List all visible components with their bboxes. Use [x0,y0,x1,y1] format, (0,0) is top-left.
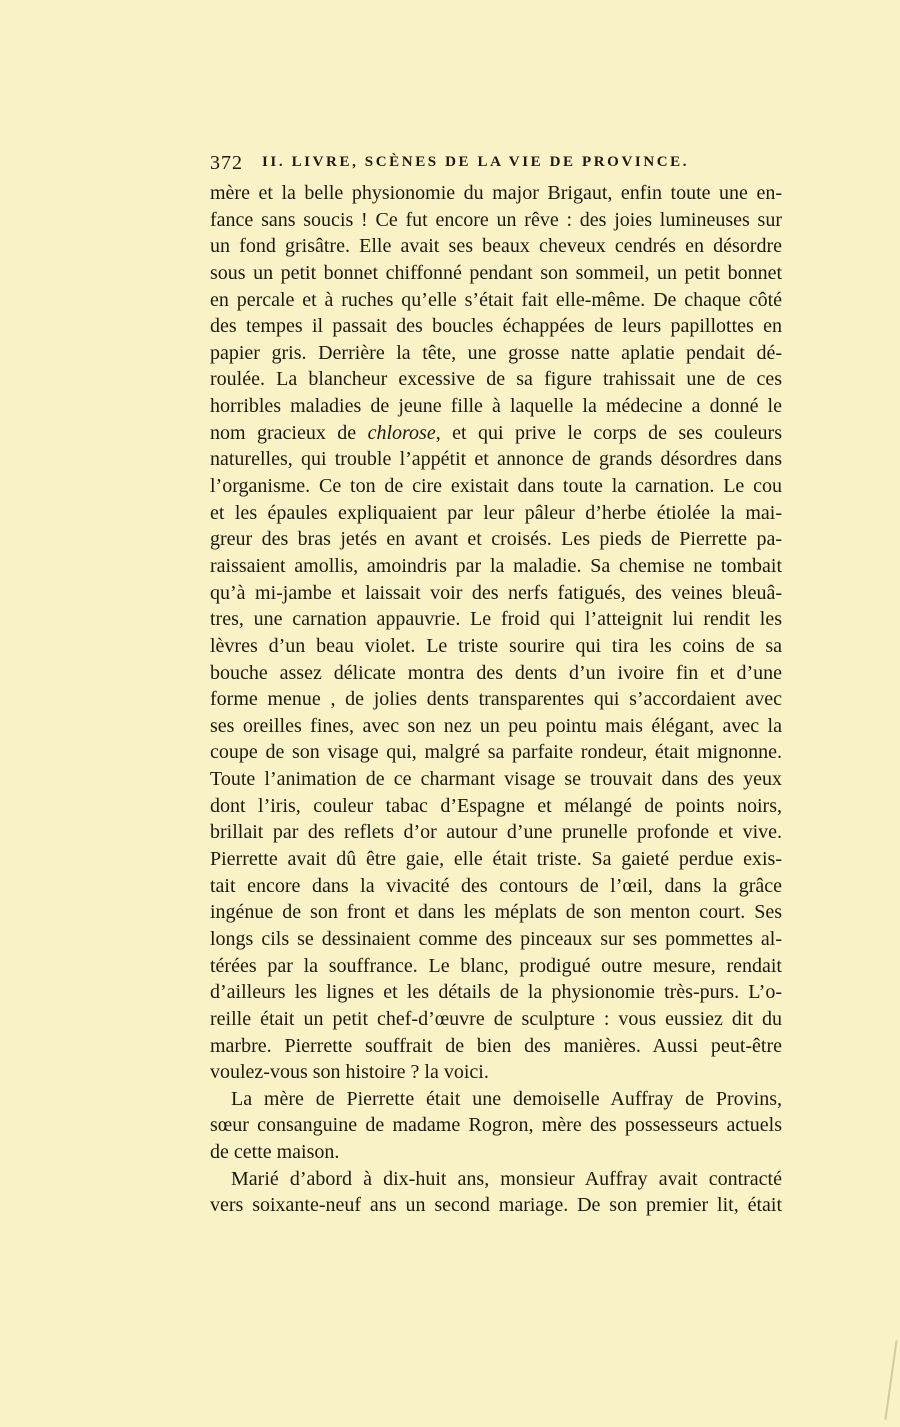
text-line: fance sans soucis ! Ce fut encore un rêve : des joies lumineuses sur [210,208,782,231]
text-line: Marié d’abord à dix-huit ans, monsieur Auffray avait contracté [231,1167,782,1190]
text-line: lèvres d’un beau violet. Le triste sourire qui tira les coins de sa [210,634,782,657]
text-line: horribles maladies de jeune fille à laquelle la médecine a donné le [210,395,782,418]
text-line: greur des bras jetés en avant et croisés. Les pieds de Pierrette pa- [210,528,782,551]
running-title: II. LIVRE, SCÈNES DE LA VIE DE PROVINCE. [262,154,690,170]
text-line: Pierrette avait dû être gaie, elle était triste. Sa gaieté perdue exis- [210,848,782,871]
text-line: ingénue de son front et dans les méplats de son menton court. Ses [210,901,782,924]
text-line: nom gracieux de chlorose, et qui prive le corps de ses couleurs [210,421,783,444]
text-line: roulée. La blancheur excessive de sa figure trahissait une de ces [210,368,782,391]
text-line: en percale et à ruches qu’elle s’était fait elle-même. De chaque côté [210,288,782,311]
text-line: longs cils se dessinaient comme des pinceaux sur ses pommettes al- [210,927,782,950]
running-header [210,152,710,178]
body-text [210,180,782,1219]
text-line: La mère de Pierrette était une demoiselle Auffray de Provins, [231,1087,782,1110]
text-line: tait encore dans la vivacité des contours de l’œil, dans la grâce [210,874,782,897]
text-line: Toute l’animation de ce charmant visage se trouvait dans des yeux [210,768,782,791]
text-line: raissaient amollis, amoindris par la maladie. Sa chemise ne tombait [210,554,782,577]
text-line: un fond grisâtre. Elle avait ses beaux cheveux cendrés en désordre [210,235,782,258]
text-line: brillait par des reflets d’or autour d’une prunelle profonde et vive. [210,821,782,844]
text-line: coupe de son visage qui, malgré sa parfaite rondeur, était mignonne. [210,741,782,764]
page-number: 372 [210,152,243,174]
text-line: sœur consanguine de madame Rogron, mère des possesseurs actuels [210,1114,782,1137]
text-line: ses oreilles fines, avec son nez un peu pointu mais élégant, avec la [210,714,782,737]
text-line: bouche assez délicate montra des dents d’un ivoire fin et d’une [210,661,782,684]
text-line: de cette maison. [210,1141,340,1164]
text-line: reille était un petit chef-d’œuvre de sculpture : vous eussiez dit du [210,1007,782,1030]
text-line: marbre. Pierrette souffrait de bien des manières. Aussi peut-être [210,1034,782,1057]
text-line: vers soixante-neuf ans un second mariage. De son premier lit, était [210,1194,782,1217]
text-line: des tempes il passait des boucles échappées de leurs papillottes en [210,315,782,338]
text-line: voulez-vous son histoire ? la voici. [210,1061,489,1084]
text-line: et les épaules expliquaient par leur pâleur d’herbe étiolée la mai- [210,501,782,524]
text-line: mère et la belle physionomie du major Brigaut, enfin toute une en- [210,182,782,204]
text-line: qu’à mi-jambe et laissait voir des nerfs fatigués, des veines bleuâ- [210,581,782,604]
text-line: d’ailleurs les lignes et les détails de la physionomie très-purs. L’o- [210,981,782,1004]
text-line: sous un petit bonnet chiffonné pendant son sommeil, un petit bonnet [210,261,782,284]
text-line: dont l’iris, couleur tabac d’Espagne et mélangé de points noirs, [210,794,782,817]
text-line: térées par la souffrance. Le blanc, prodigué outre mesure, rendait [210,954,782,977]
page-edge [884,1340,897,1419]
text-line: forme menue , de jolies dents transparentes qui s’accordaient avec [210,688,782,711]
text-line: naturelles, qui trouble l’appétit et annonce de grands désordres dans [210,448,782,471]
text-line: papier gris. Derrière la tête, une grosse natte aplatie pendait dé- [210,341,782,364]
italic-term: chlorose [367,421,436,444]
text-line: l’organisme. Ce ton de cire existait dans toute la carnation. Le cou [210,475,782,498]
text-line: tres, une carnation appauvrie. Le froid qui l’atteignit lui rendit les [210,608,782,631]
